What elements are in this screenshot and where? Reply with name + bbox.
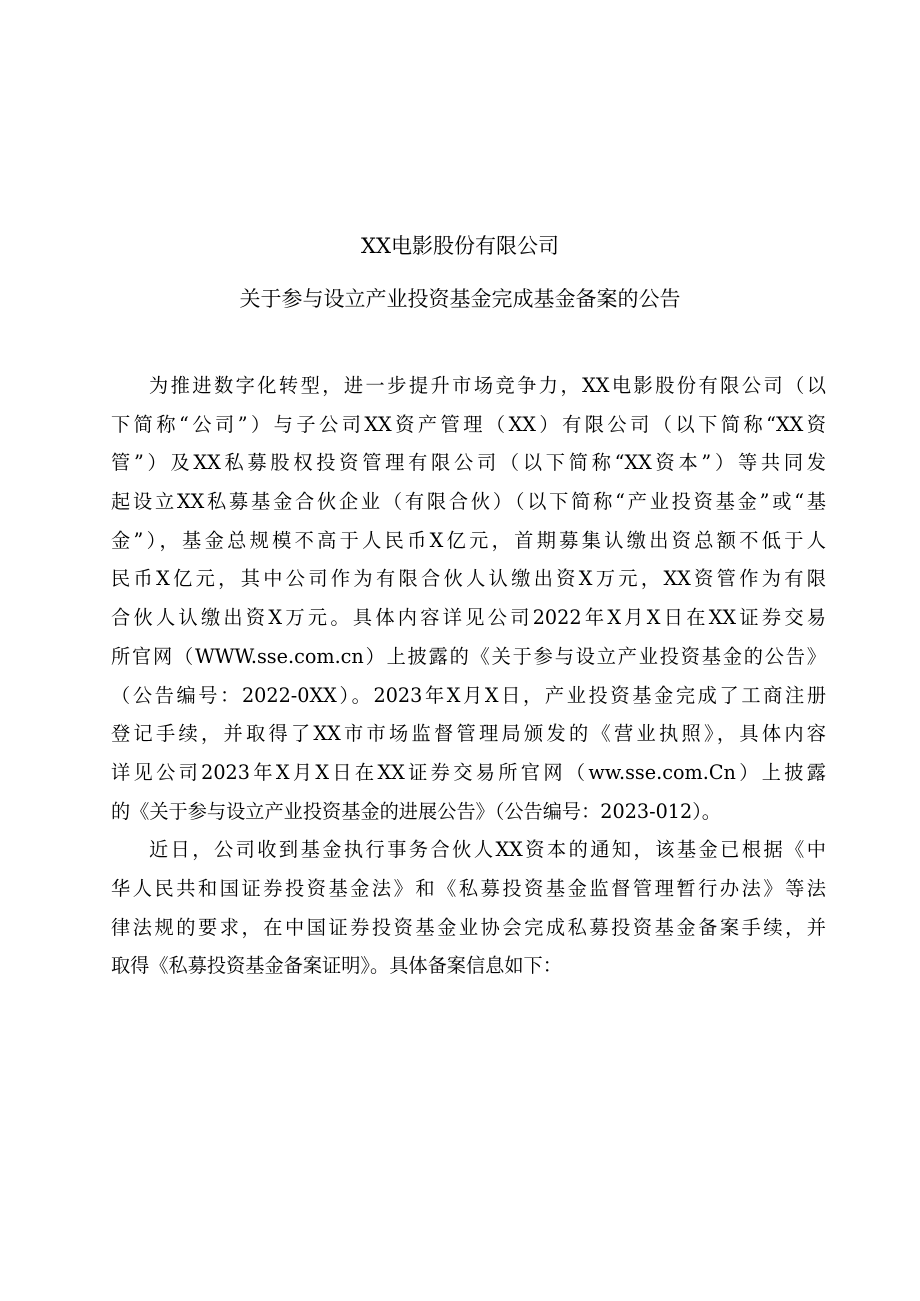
body-line: （公告编号：2022-0XX）。2023年X月X日，产业投资基金完成了工商注册 bbox=[111, 683, 826, 707]
body-line: 为推进数字化转型，进一步提升市场竞争力，XX电影股份有限公司（以 bbox=[149, 374, 826, 397]
announcement-title bbox=[0, 283, 920, 315]
body-line: 合伙人认缴出资X万元。具体内容详见公司2022年X月X日在XX证券交易 bbox=[111, 606, 826, 630]
body-line: 登记手续，并取得了XX市市场监督管理局颁发的《营业执照》，具体内容 bbox=[111, 722, 826, 746]
body-line: 近日，公司收到基金执行事务合伙人XX资本的通知，该基金已根据《中 bbox=[149, 838, 826, 862]
body-line: 管”）及XX私募股权投资管理有限公司（以下简称“XX资本”）等共同发 bbox=[111, 451, 826, 475]
company-title bbox=[0, 230, 920, 262]
body-line: 金”），基金总规模不高于人民币X亿元，首期募集认缴出资总额不低于人 bbox=[111, 528, 826, 552]
body-line: 详见公司2023年X月X日在XX证券交易所官网（ww.sse.com.Cn）上披露 bbox=[111, 760, 826, 784]
body-line: 民币X亿元，其中公司作为有限合伙人认缴出资X万元，XX资管作为有限 bbox=[111, 567, 826, 591]
paragraph-1 bbox=[111, 367, 826, 831]
title-line-1: XX电影股份有限公司 bbox=[361, 234, 559, 258]
body-line: 所官网（WWW.sse.com.cn）上披露的《关于参与设立产业投资基金的公告》 bbox=[111, 644, 826, 668]
document-body bbox=[111, 367, 826, 986]
paragraph-2 bbox=[111, 831, 826, 986]
body-line: 华人民共和国证券投资基金法》和《私募投资基金监督管理暂行办法》等法 bbox=[111, 876, 826, 900]
body-line: 下简称“公司”）与子公司XX资产管理（XX）有限公司（以下简称“XX资 bbox=[111, 412, 826, 436]
body-line: 律法规的要求，在中国证券投资基金业协会完成私募投资基金备案手续，并 bbox=[111, 915, 826, 939]
body-line: 的《关于参与设立产业投资基金的进展公告》（公告编号：2023-012）。 bbox=[111, 799, 721, 823]
title-line-2: 关于参与设立产业投资基金完成基金备案的公告 bbox=[239, 287, 681, 311]
body-line: 起设立XX私募基金合伙企业（有限合伙）（以下简称“产业投资基金”或“基 bbox=[111, 490, 826, 514]
body-line: 取得《私募投资基金备案证明》。具体备案信息如下： bbox=[111, 954, 562, 978]
